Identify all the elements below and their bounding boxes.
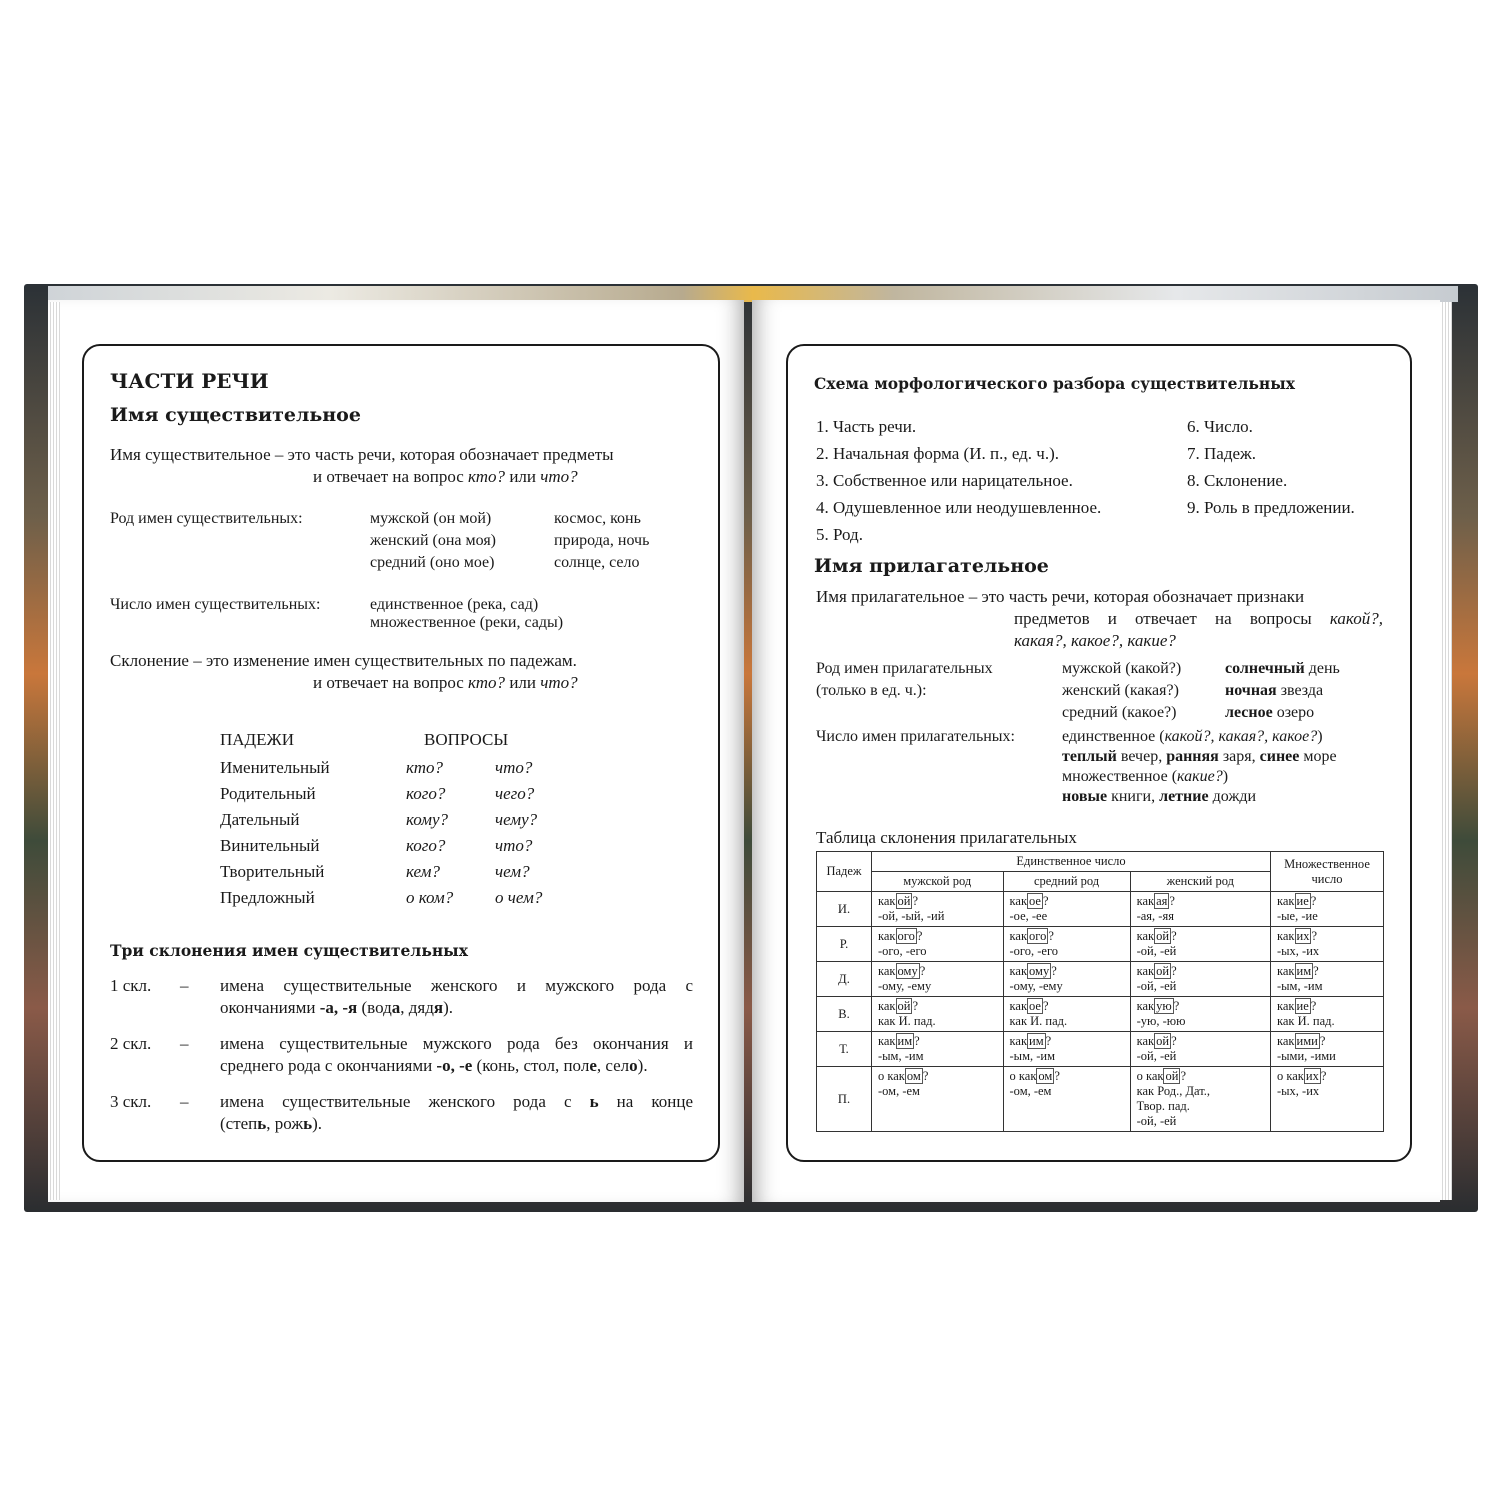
cases-header: ПАДЕЖИ (220, 730, 295, 749)
case-question: чем? (495, 862, 530, 881)
adj-gender-label: Род имен прилагательных (816, 660, 993, 677)
table-row (817, 1067, 1384, 1132)
decl3-line2: (степь, рожь). (220, 1114, 323, 1133)
col-header-neuter: средний род (1003, 872, 1130, 892)
fem-cell: о как ой ? как Род., Дат., Твор. пад. -ой, -ей (1130, 1067, 1270, 1132)
masc-cell: как ому ? -ому, -ему (872, 962, 1004, 997)
right-page-stack (1440, 302, 1452, 1200)
table-row (817, 927, 1384, 962)
gender-example: природа, ночь (554, 532, 650, 549)
col-header-masculine: мужской род (872, 872, 1004, 892)
adj-gender-item: женский (какая?) (1062, 682, 1179, 699)
noun-definition-line2: и отвечает на вопрос кто? или что? (313, 467, 578, 486)
declension-definition-line1: Склонение – это изменение имен существительных по падежам. (110, 651, 577, 670)
scheme-item: 6. Число. (1187, 417, 1253, 436)
col-header-singular: Единственное число (872, 852, 1271, 872)
adj-number-singular: единственное (какой?, какая?, какое?) (1062, 728, 1323, 745)
adj-gender-example: солнечный день (1225, 660, 1340, 677)
adj-gender-example: лесное озеро (1225, 704, 1315, 721)
decl2-label: 2 скл. (110, 1034, 152, 1053)
case-cell: П. (817, 1067, 872, 1132)
table-row (817, 997, 1384, 1032)
masc-cell: как им ? -ым, -им (872, 1032, 1004, 1067)
case-question: кому? (406, 810, 449, 829)
case-question: о чем? (495, 888, 543, 907)
gender-item: средний (оно мое) (370, 554, 495, 571)
decl1-line2: окончаниями -а, -я (вода, дядя). (220, 998, 453, 1017)
decl3-line1: имена существительные женского рода с ь на конце (220, 1092, 693, 1111)
plural-cell: как их ? -ых, -их (1271, 927, 1384, 962)
fem-cell: как ая ? -ая, -яя (1130, 892, 1270, 927)
case-question: кого? (406, 784, 446, 803)
plural-cell: как ие ? как И. пад. (1271, 997, 1384, 1032)
case-cell: И. (817, 892, 872, 927)
decl3-dash: – (180, 1092, 189, 1111)
neut-cell: как ое ? как И. пад. (1003, 997, 1130, 1032)
decl1-dash: – (180, 976, 189, 995)
case-question: о ком? (406, 888, 454, 907)
neut-cell: как им ? -ым, -им (1003, 1032, 1130, 1067)
plural-cell: как ие ? -ые, -ие (1271, 892, 1384, 927)
case-question: чего? (495, 784, 535, 803)
decl1-label: 1 скл. (110, 976, 152, 995)
adj-number-plural-example: новые книги, летние дожди (1062, 788, 1257, 805)
page-title: ЧАСТИ РЕЧИ (110, 369, 269, 393)
scheme-item: 4. Одушевленное или неодушевленное. (816, 498, 1102, 517)
case-question: кого? (406, 836, 446, 855)
adj-def-line2: предметов и отвечает на вопросы какой?, (1014, 609, 1383, 628)
adj-gender-example: ночная звезда (1225, 682, 1324, 699)
case-question: чему? (495, 810, 538, 829)
masc-cell: как ой ? как И. пад. (872, 997, 1004, 1032)
gender-item: женский (она моя) (370, 532, 497, 549)
case-question: что? (495, 836, 533, 855)
noun-heading: Имя существительное (110, 404, 361, 426)
left-page-stack (50, 302, 60, 1200)
decl2-line2: среднего рода с окончаниями -о, -е (конь, стол, поле, село). (220, 1056, 648, 1075)
declension-table-title: Таблица склонения прилагательных (816, 828, 1077, 847)
case-name: Винительный (220, 836, 320, 855)
plural-cell: как ими ? -ыми, -ими (1271, 1032, 1384, 1067)
masc-cell: как ого ? -ого, -его (872, 927, 1004, 962)
scheme-item: 5. Род. (816, 525, 863, 544)
decl2-dash: – (180, 1034, 189, 1053)
scheme-item: 7. Падеж. (1187, 444, 1257, 463)
case-name: Творительный (220, 862, 325, 881)
case-name: Родительный (220, 784, 316, 803)
fem-cell: как ой ? -ой, -ей (1130, 927, 1270, 962)
fem-cell: как ой ? -ой, -ей (1130, 1032, 1270, 1067)
case-cell: Д. (817, 962, 872, 997)
scheme-heading: Схема морфологического разбора существительных (814, 374, 1296, 393)
table-row (817, 962, 1384, 997)
gender-label: Род имен существительных: (110, 510, 303, 527)
neut-cell: о как ом ? -ом, -ем (1003, 1067, 1130, 1132)
case-name: Именительный (220, 758, 330, 777)
decl3-label: 3 скл. (110, 1092, 152, 1111)
declension-definition-line2: и отвечает на вопрос кто? или что? (313, 673, 578, 692)
adj-gender-label-note: (только в ед. ч.): (816, 682, 927, 699)
plural-cell: как им ? -ым, -им (1271, 962, 1384, 997)
decl2-line1: имена существительные мужского рода без окончания и (220, 1034, 693, 1053)
adj-number-plural: множественное (какие?) (1062, 768, 1229, 785)
col-header-feminine: женский род (1130, 872, 1270, 892)
adj-gender-item: средний (какое?) (1062, 704, 1177, 721)
case-question: кто? (406, 758, 444, 777)
masc-cell: о как ом ? -ом, -ем (872, 1067, 1004, 1132)
gender-example: космос, конь (554, 510, 641, 527)
number-item: множественное (реки, сады) (370, 614, 564, 631)
case-question: кем? (406, 862, 440, 881)
neut-cell: как ое ? -ое, -ее (1003, 892, 1130, 927)
adj-number-singular-example: теплый вечер, ранняя заря, синее море (1062, 748, 1337, 765)
case-name: Дательный (220, 810, 300, 829)
scheme-item: 3. Собственное или нарицательное. (816, 471, 1073, 490)
plural-cell: о как их ? -ых, -их (1271, 1067, 1384, 1132)
adj-def-line3: какая?, какое?, какие? (1014, 631, 1176, 650)
gender-item: мужской (он мой) (370, 510, 492, 527)
case-cell: В. (817, 997, 872, 1032)
case-name: Предложный (220, 888, 315, 907)
scheme-item: 8. Склонение. (1187, 471, 1288, 490)
fem-cell: как ой ? -ой, -ей (1130, 962, 1270, 997)
neut-cell: как ому ? -ому, -ему (1003, 962, 1130, 997)
adjective-declension-table (816, 851, 1384, 1132)
adj-gender-item: мужской (какой?) (1062, 660, 1182, 677)
gender-example: солнце, село (554, 554, 640, 571)
scheme-item: 1. Часть речи. (816, 417, 917, 436)
questions-header: ВОПРОСЫ (424, 730, 509, 749)
table-row (817, 892, 1384, 927)
adjective-heading: Имя прилагательное (814, 555, 1049, 577)
scheme-item: 9. Роль в предложении. (1187, 498, 1355, 517)
number-item: единственное (река, сад) (370, 596, 539, 613)
col-header-plural: Множественное число (1271, 852, 1384, 892)
decl1-line1: имена существительные женского и мужского рода с (220, 976, 693, 995)
masc-cell: как ой ? -ой, -ый, -ий (872, 892, 1004, 927)
table-row (817, 1032, 1384, 1067)
col-header-case: Падеж (817, 852, 872, 892)
case-cell: Р. (817, 927, 872, 962)
noun-definition-line1: Имя существительное – это часть речи, которая обозначает предметы (110, 445, 614, 464)
adj-number-label: Число имен прилагательных: (816, 728, 1015, 745)
case-question: что? (495, 758, 533, 777)
case-cell: Т. (817, 1032, 872, 1067)
three-declensions-heading: Три склонения имен существительных (110, 941, 468, 960)
scheme-item: 2. Начальная форма (И. п., ед. ч.). (816, 444, 1059, 463)
number-label: Число имен существительных: (110, 596, 321, 613)
fem-cell: как ую ? -ую, -юю (1130, 997, 1270, 1032)
neut-cell: как ого ? -ого, -его (1003, 927, 1130, 962)
adj-def-line1: Имя прилагательное – это часть речи, которая обозначает признаки (816, 587, 1305, 606)
